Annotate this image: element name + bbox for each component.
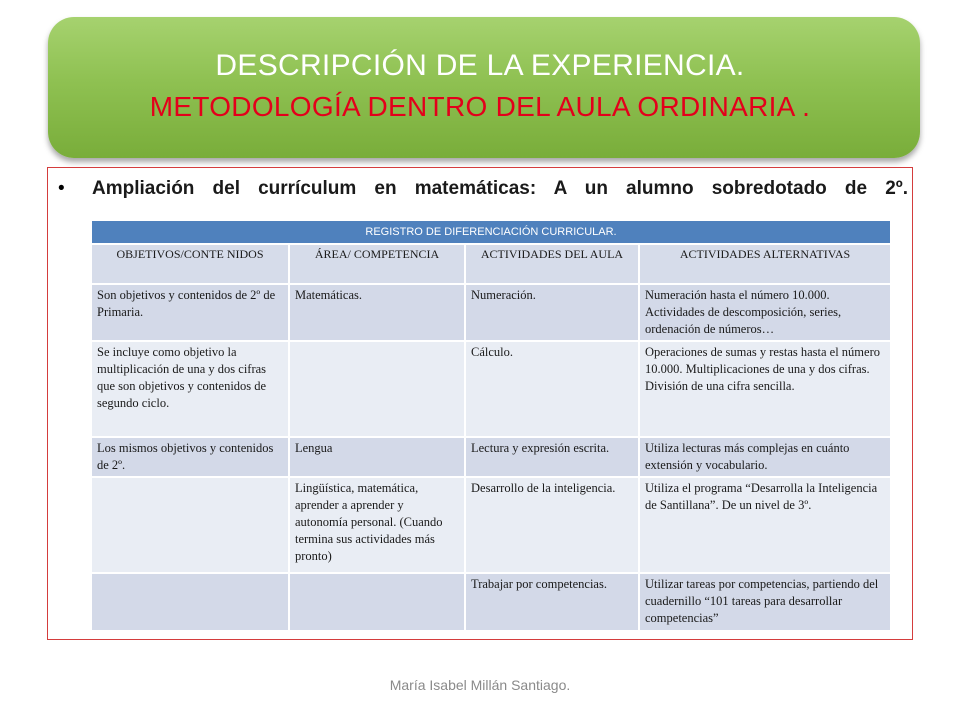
table-cell: Los mismos objetivos y contenidos de 2º. [92, 438, 288, 476]
table-title: REGISTRO DE DIFERENCIACIÓN CURRICULAR. [92, 221, 890, 243]
header-area: ÁREA/ COMPETENCIA [290, 245, 464, 283]
slide-title: DESCRIPCIÓN DE LA EXPERIENCIA. [215, 49, 745, 82]
table-cell: Se incluye como objetivo la multiplicación de una y dos cifras que son objetivos y contenidos de segundo ciclo. [92, 342, 288, 436]
table-cell: Trabajar por competencias. [466, 574, 638, 630]
bullet-marker: • [58, 178, 65, 199]
table-row [92, 478, 890, 572]
table-cell: Operaciones de sumas y restas hasta el número 10.000. Multiplicaciones de una y dos cifras. División de una cifra sencilla. [640, 342, 890, 436]
header-actividades-aula: ACTIVIDADES DEL AULA [466, 245, 638, 283]
table-header-row [92, 245, 890, 283]
curriculum-table [90, 219, 892, 632]
table-cell: Lengua [290, 438, 464, 476]
table-cell [92, 574, 288, 630]
table-cell: Utilizar tareas por competencias, partiendo del cuadernillo “101 tareas para desarrollar competencias” [640, 574, 890, 630]
slide-subtitle: METODOLOGÍA DENTRO DEL AULA ORDINARIA . [149, 91, 811, 122]
table-row [92, 285, 890, 340]
footer-author: María Isabel Millán Santiago. [389, 677, 571, 693]
table-row [92, 342, 890, 436]
table-cell: Lectura y expresión escrita. [466, 438, 638, 476]
table-cell: Desarrollo de la inteligencia. [466, 478, 638, 572]
table-cell [290, 342, 464, 436]
table-cell: Lingüística, matemática, aprender a aprender y autonomía personal. (Cuando termina sus actividades más pronto) [290, 478, 464, 572]
table-cell: Cálculo. [466, 342, 638, 436]
table-cell: Numeración hasta el número 10.000. Actividades de descomposición, series, ordenación de números… [640, 285, 890, 340]
table-cell: Son objetivos y contenidos de 2º de Primaria. [92, 285, 288, 340]
table-row [92, 438, 890, 476]
table-cell: Utiliza el programa “Desarrolla la Inteligencia de Santillana”. De un nivel de 3º. [640, 478, 890, 572]
bullet-text: Ampliación del currículum en matemáticas: A un alumno sobredotado de 2º. [92, 178, 908, 199]
header-objetivos: OBJETIVOS/CONTE NIDOS [92, 245, 288, 283]
table-cell: Matemáticas. [290, 285, 464, 340]
title-banner [48, 17, 920, 158]
bullet-item [58, 178, 908, 204]
table-cell: Numeración. [466, 285, 638, 340]
table-cell [290, 574, 464, 630]
header-actividades-alternativas: ACTIVIDADES ALTERNATIVAS [640, 245, 890, 283]
table-row [92, 574, 890, 630]
table-cell [92, 478, 288, 572]
table-cell: Utiliza lecturas más complejas en cuánto extensión y vocabulario. [640, 438, 890, 476]
